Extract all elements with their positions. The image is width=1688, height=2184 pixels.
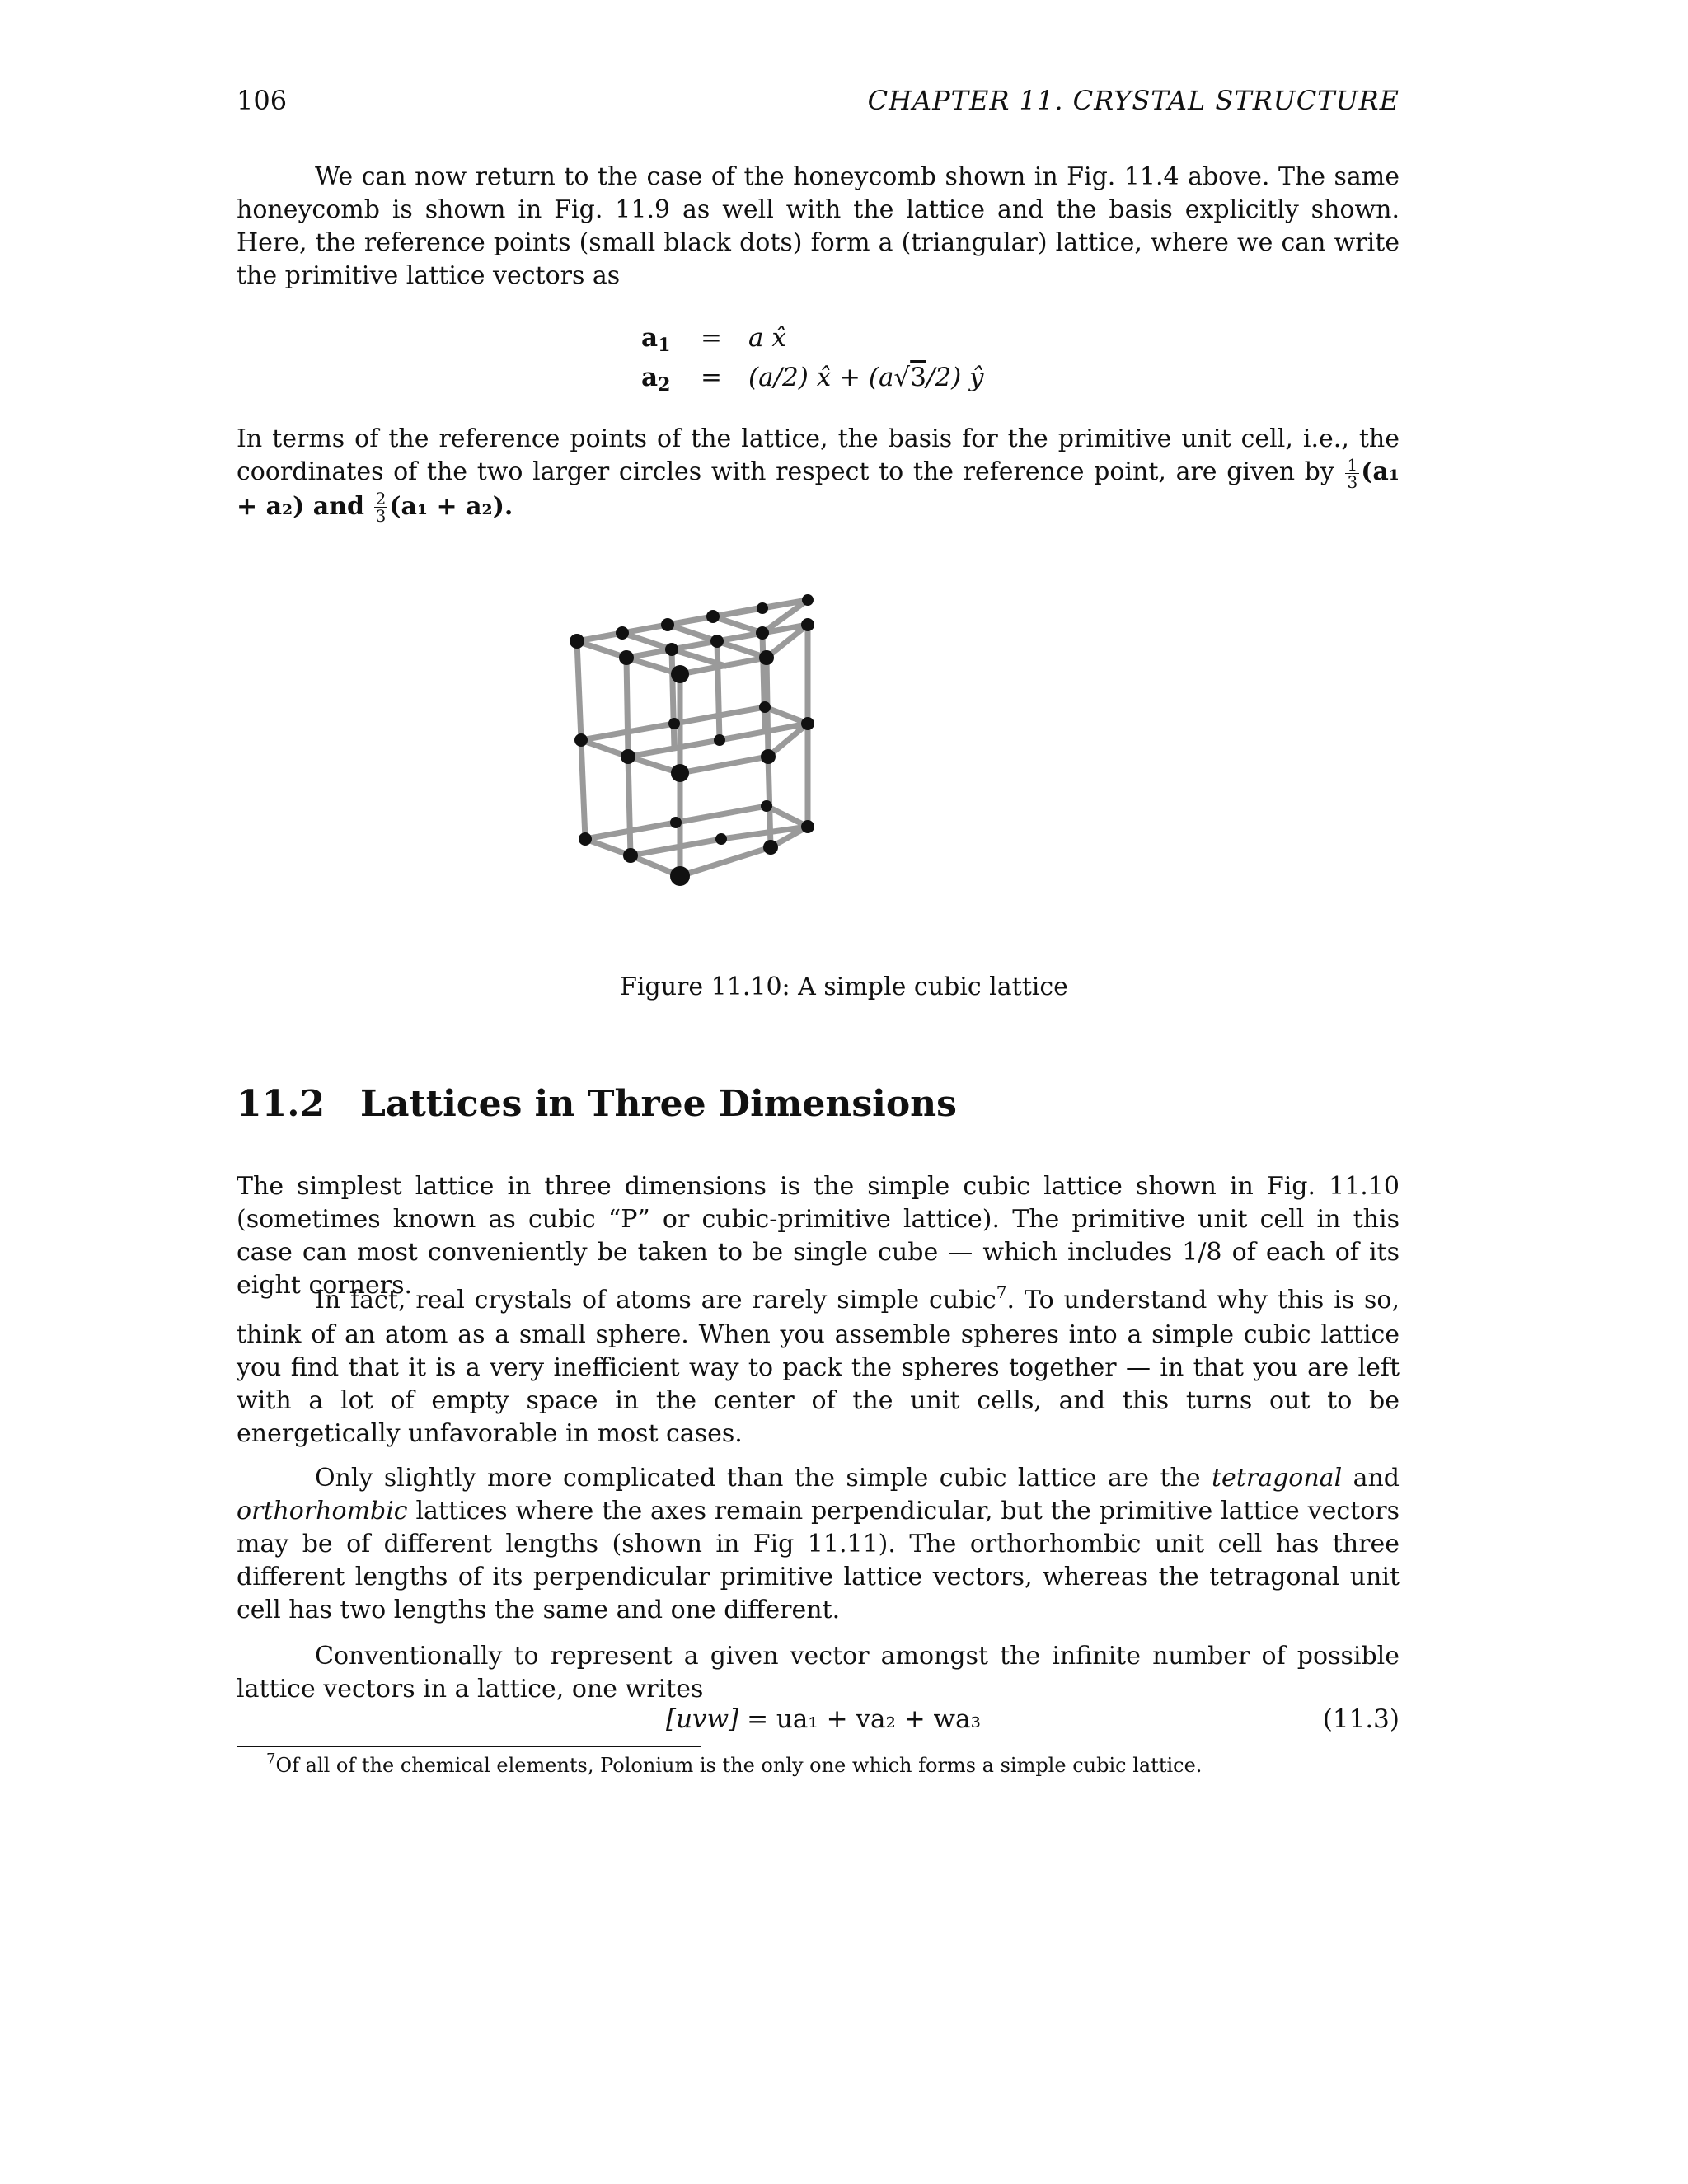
simple-cubic-lattice-figure [560, 592, 940, 921]
section-title: Lattices in Three Dimensions [360, 1083, 957, 1125]
footnote: $^7$Of all of the chemical elements, Polonium is the only one which forms a simple cubic lattice. [266, 1750, 1203, 1777]
paragraph-conventional: Conventionally to represent a given vector amongst the infinite number of possible lattice vectors in a lattice, one writes [237, 1642, 1400, 1704]
paragraph-honeycomb: We can now return to the case of the honeycomb shown in Fig. 11.4 above. The same honeycomb is shown in Fig. 11.9 as well with the lattice and the basis explicitly shown. Here, the reference points (small black dots) form a (triangular) lattice, where we can write the primitive lattice vectors as [237, 162, 1400, 290]
paragraph-simple-cubic: The simplest lattice in three dimensions is the simple cubic lattice shown in Fig. 11.10 (sometimes known as cubic “P” or cubic-primitive lattice). The primitive unit cell in this case can most conveniently be taken to be single cube — which includes 1/8 of each of its eight corners. [237, 1172, 1400, 1300]
paragraph-tetragonal: Only slightly more complicated than the simple cubic lattice are the tetragonal and orthorhombic lattices where the axes remain perpendicular, but the primitive lattice vectors may be of different lengths (shown in Fig 11.11). The orthorhombic unit cell has three different lengths of its perpendicular primitive lattice vectors, whereas the tetragonal unit cell has two lengths the same and one different. [237, 1464, 1400, 1624]
paragraph-basis: In terms of the reference points of the lattice, the basis for the primitive unit cell, i.e., the coordinates of the two larger circles with respect to the reference point, are given by $\frac{1}{3}$ (a₁ + a₂) and $\frac{2}{3}$ (a₁ + a₂). [237, 424, 1400, 526]
page: 106 CHAPTER 11. CRYSTAL STRUCTURE We can now return to the case of the honeycomb shown in Fig. 11.4 above. The same honeycomb is shown in Fig. 11.9 as well with the lattice and the basis explicitly shown. Here, the reference points (small black dots) form a (triangular) lattice, where we can write the primitive lattice vectors as a1 = a x̂ a2 = (a/2) x̂ + (a√3/2) ŷ In terms of the reference points of the lattice, the basis for the primitive unit cell, i.e., the coordinates of the two larger circles with respect to the reference point, are given by $\frac{1}{3}$ (a₁ + a₂) and $\frac{2}{3}$ (a₁ + a₂). Figure 11.10: A simple cubic lattice 11.2 Lattices in Three Dimensions The simplest lattice in three dimensions is the simple cubic lattice shown in Fig. 11.10 (sometimes known as cubic “P” or cubic-primitive lattice). The primitive unit cell in this case can most conveniently be taken to be single cube — which includes 1/8 of each of its eight corners. In fact, real crystals of atoms are rarely simple cubic$^7$. To understand why this is so, think of an atom as a small sphere. When you assemble spheres into a simple cubic lattice you find that it is a very inefficient way to pack the spheres together — in that you are left with a lot of empty space in the center of the unit cells, and this turns out to be energetically unfavorable in most cases. Only slightly more complicated than the simple cubic lattice are the tetragonal and orthorhombic lattices where the axes remain perpendicular, but the primitive lattice vectors may be of different lengths (shown in Fig 11.11). The orthorhombic unit cell has three different lengths of its perpendicular primitive lattice vectors, whereas the tetragonal unit cell has two lengths the same and one different. Conventionally to represent a given vector amongst the infinite number of possible lattice vectors in a lattice, one writes [uvw] = ua₁ + va₂ + wa₃ (11.3) $^7$Of all of the chemical elements, Polonium is the only one which forms a simple cubic lattice. [0, 0, 1688, 2184]
page-number: 106 [237, 85, 288, 116]
equation-11-3: [uvw] = ua₁ + va₂ + wa₃ (11.3) [0, 1701, 1688, 1737]
chapter-title: CHAPTER 11. CRYSTAL STRUCTURE [867, 85, 1400, 116]
equation-tag: (11.3) [1322, 1704, 1400, 1734]
figure-caption: Figure 11.10: A simple cubic lattice [620, 972, 1068, 1001]
footnote-rule [237, 1746, 701, 1747]
paragraph-real-crystals: In fact, real crystals of atoms are rarely simple cubic$^7$. To understand why this is so, think of an atom as a small sphere. When you assemble spheres into a simple cubic lattice you find that it is a very inefficient way to pack the spheres together — in that you are left with a lot of empty space in the center of the unit cells, and this turns out to be energetically unfavorable in most cases. [237, 1282, 1400, 1448]
lattice-rods [577, 600, 808, 876]
section-heading [237, 1080, 957, 1129]
footnote-mark[interactable]: 7 [996, 1282, 1007, 1302]
running-head [237, 82, 1400, 119]
section-number: 11.2 [237, 1083, 326, 1125]
